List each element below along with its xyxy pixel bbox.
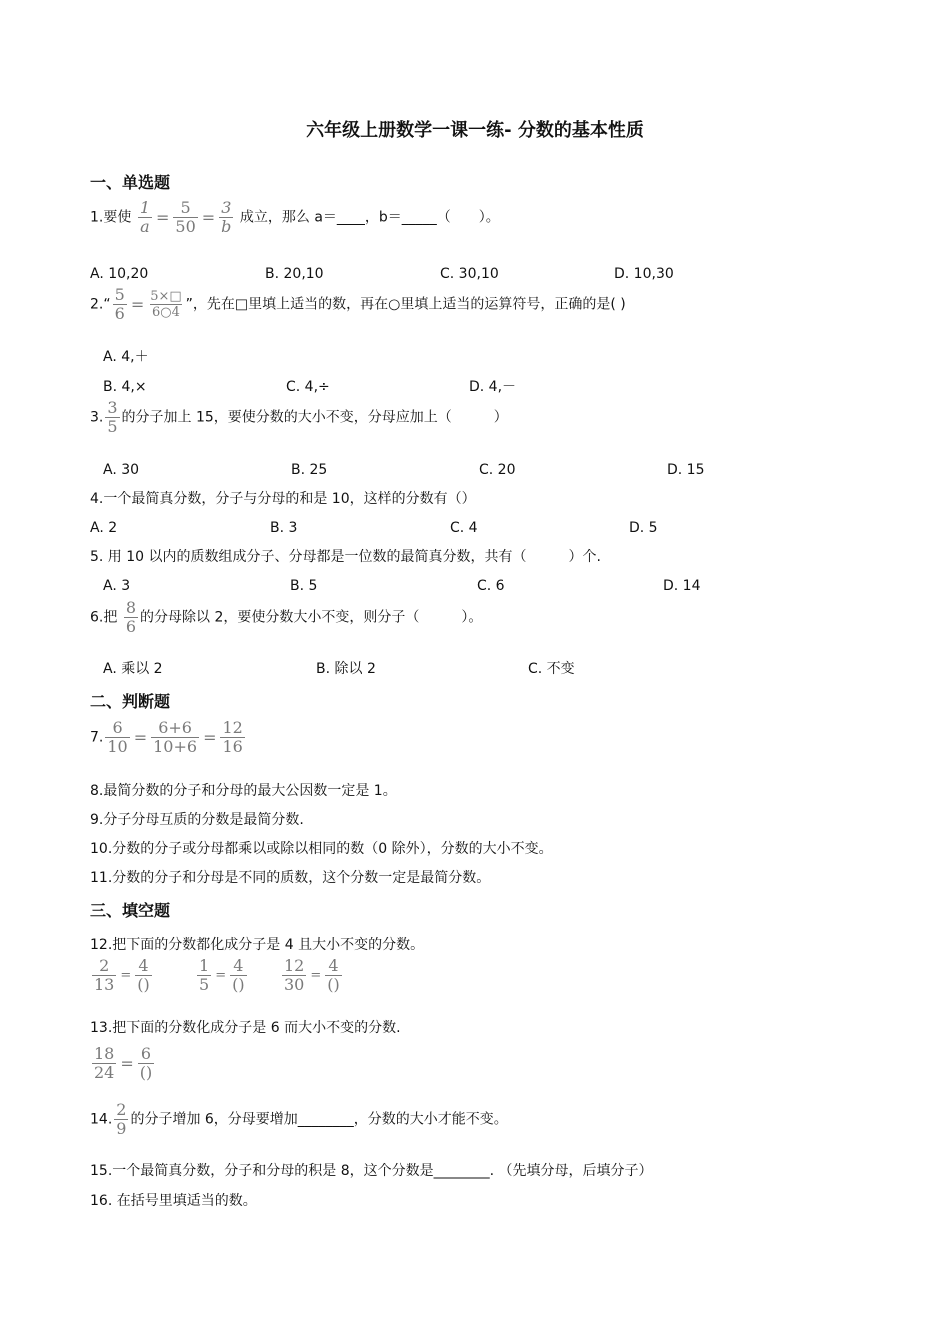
q4-option-a[interactable]: A. 2 bbox=[90, 520, 118, 536]
q12-item-1: $\frac{2}{13}$ = $\frac{4}{()}$ bbox=[94, 956, 150, 994]
section-heading-single-choice: 一、单选题 bbox=[90, 173, 171, 192]
q3-suffix: 的分子加上 15，要使分数的大小不变，分母应加上（ ） bbox=[121, 409, 508, 426]
q1-fraction-1: $\frac{1}{a}$ bbox=[139, 198, 150, 236]
q4-option-b[interactable]: B. 3 bbox=[270, 520, 298, 536]
q3-prefix: 3. bbox=[90, 409, 104, 426]
q5-option-c[interactable]: C. 6 bbox=[477, 578, 505, 594]
q3-option-b[interactable]: B. 25 bbox=[291, 462, 328, 478]
q7-prefix: 7. bbox=[90, 729, 104, 746]
q7-fraction-3: $\frac{12}{16}$ bbox=[222, 718, 243, 756]
question-15: 15.一个最简真分数，分子和分母的积是 8，这个分数是________. （先填分母，后填分子） bbox=[90, 1163, 653, 1179]
q3-option-c[interactable]: C. 20 bbox=[479, 462, 516, 478]
q6-option-b[interactable]: B. 除以 2 bbox=[316, 661, 376, 677]
question-3 bbox=[90, 400, 508, 435]
q2-prefix: 2.“ bbox=[90, 296, 111, 313]
question-6 bbox=[90, 600, 482, 635]
q7-fraction-2: $\frac{6+6}{10+6}$ bbox=[153, 718, 198, 756]
q5-option-a[interactable]: A. 3 bbox=[103, 578, 131, 594]
section-heading-true-false: 二、判断题 bbox=[90, 692, 171, 711]
question-8: 8.最简分数的分子和分母的最大公因数一定是 1。 bbox=[90, 783, 397, 799]
q6-option-c[interactable]: C. 不变 bbox=[528, 661, 575, 677]
question-5: 5. 用 10 以内的质数组成分子、分母都是一位数的最简真分数，共有（ ）个. bbox=[90, 549, 601, 565]
q14-fraction: $\frac{2}{9}$ bbox=[116, 1100, 127, 1138]
q14-prefix: 14. bbox=[90, 1111, 113, 1128]
question-13: 13.把下面的分数化成分子是 6 而大小不变的分数. bbox=[90, 1020, 401, 1036]
q2-option-d[interactable]: D. 4,－ bbox=[469, 379, 517, 395]
q2-fraction-1: $\frac{5}{6}$ bbox=[114, 285, 125, 323]
q13-equation: $\frac{18}{24}$ = $\frac{6}{()}$ bbox=[94, 1044, 153, 1082]
q2-option-b[interactable]: B. 4,× bbox=[103, 379, 147, 395]
q4-option-d[interactable]: D. 5 bbox=[629, 520, 658, 536]
question-4: 4.一个最简真分数，分子与分母的和是 10，这样的分数有（） bbox=[90, 491, 476, 507]
q14-suffix: 的分子增加 6，分母要增加________，分数的大小才能不变。 bbox=[130, 1111, 508, 1128]
question-9: 9.分子分母互质的分数是最简分数. bbox=[90, 812, 304, 828]
q1-option-c[interactable]: C. 30,10 bbox=[440, 266, 499, 282]
q1-fraction-2: $\frac{5}{50}$ bbox=[175, 198, 196, 236]
q12-item-3: $\frac{12}{30}$ = $\frac{4}{()}$ bbox=[284, 956, 340, 994]
q2-fraction-2: $\frac{5\times□}{6○4}$ bbox=[150, 289, 182, 320]
q1-suffix: 成立，那么 a＝____，b＝_____（ ）。 bbox=[239, 209, 500, 226]
q6-suffix: 的分母除以 2，要使分数大小不变，则分子（ ）。 bbox=[140, 609, 483, 626]
q7-fraction-1: $\frac{6}{10}$ bbox=[107, 718, 128, 756]
q6-option-a[interactable]: A. 乘以 2 bbox=[103, 661, 163, 677]
q5-option-d[interactable]: D. 14 bbox=[663, 578, 701, 594]
q2-option-a[interactable]: A. 4,＋ bbox=[103, 349, 149, 365]
q1-fraction-3: $\frac{3}{b}$ bbox=[221, 198, 232, 236]
question-16: 16. 在括号里填适当的数。 bbox=[90, 1193, 257, 1209]
q1-prefix: 1.要使 bbox=[90, 209, 132, 226]
question-14 bbox=[90, 1102, 508, 1137]
q1-option-d[interactable]: D. 10,30 bbox=[614, 266, 674, 282]
page-title: 六年级上册数学一课一练- 分数的基本性质 bbox=[306, 120, 644, 141]
q2-option-c[interactable]: C. 4,÷ bbox=[286, 379, 330, 395]
q6-prefix: 6.把 bbox=[90, 609, 118, 626]
section-heading-fill-blank: 三、填空题 bbox=[90, 901, 171, 920]
q3-option-d[interactable]: D. 15 bbox=[667, 462, 705, 478]
question-1: 1.要使 $\frac{1}{a}$ = $\frac{5}{50}$ = $\frac{3}{b}$ 成立，那么 a＝____，b＝_____（ ）。 bbox=[90, 198, 500, 236]
q3-option-a[interactable]: A. 30 bbox=[103, 462, 140, 478]
q3-fraction: $\frac{3}{5}$ bbox=[107, 398, 118, 436]
question-10: 10.分数的分子或分母都乘以或除以相同的数（0 除外），分数的大小不变。 bbox=[90, 841, 553, 857]
q1-option-a[interactable]: A. 10,20 bbox=[90, 266, 149, 282]
q1-option-b[interactable]: B. 20,10 bbox=[265, 266, 324, 282]
q5-option-b[interactable]: B. 5 bbox=[290, 578, 318, 594]
q12-item-2: $\frac{1}{5}$ = $\frac{4}{()}$ bbox=[199, 956, 245, 994]
q2-suffix: ”，先在□里填上适当的数，再在○里填上适当的运算符号，正确的是( ) bbox=[185, 296, 626, 313]
question-2: 2.“ $\frac{5}{6}$ = $\frac{5\times□}{6○4}$ ”，先在□里填上适当的数，再在○里填上适当的运算符号，正确的是( ) bbox=[90, 285, 626, 323]
question-7: 7. $\frac{6}{10}$ = $\frac{6+6}{10+6}$ = $\frac{12}{16}$ bbox=[90, 718, 243, 756]
q6-fraction: $\frac{8}{6}$ bbox=[125, 598, 136, 636]
question-11: 11.分数的分子和分母是不同的质数，这个分数一定是最简分数。 bbox=[90, 870, 491, 886]
q4-option-c[interactable]: C. 4 bbox=[450, 520, 478, 536]
question-12: 12.把下面的分数都化成分子是 4 且大小不变的分数。 bbox=[90, 937, 425, 953]
